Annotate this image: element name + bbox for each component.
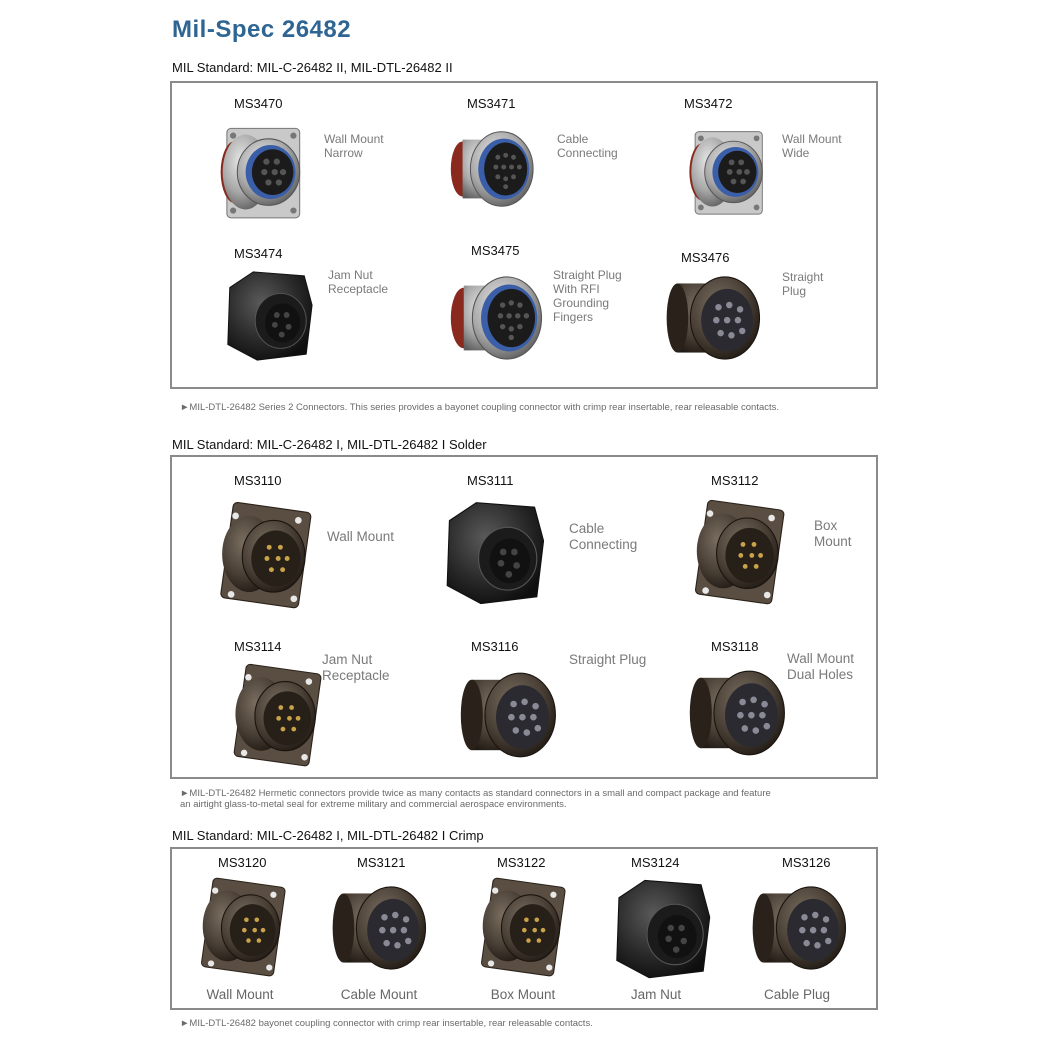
section-1-note: ►MIL-DTL-26482 Series 2 Connectors. This series provides a bayonet coupling connector with crimp rear insertable, rear releasable contacts. [180,402,780,413]
desc-line: Connecting [557,146,618,160]
connector-dark-icon [676,658,796,768]
connector-dark-icon [604,874,716,982]
desc-ms3470 [324,132,384,160]
part-number-ms3120: MS3120 [218,855,267,870]
caption-ms3124: Jam Nut [630,987,682,1002]
desc-line: Wall Mount [787,651,855,666]
connector-silver-icon [432,120,548,218]
connector-dark-icon [656,264,768,372]
desc-line: Mount [814,534,852,549]
note-line: ►MIL-DTL-26482 Hermetic connectors provide twice as many contacts as standard connectors in a small and compact package and feature [180,788,771,799]
part-number-ms3472: MS3472 [684,96,733,111]
page-title: Mil-Spec 26482 [172,16,352,43]
section-2-heading: MIL Standard: MIL-C-26482 I, MIL-DTL-26482 I Solder [172,437,487,452]
part-number-ms3471: MS3471 [467,96,516,111]
desc-line: Fingers [553,310,594,324]
desc-line: Receptacle [322,668,390,683]
desc-ms3475 [553,268,622,324]
desc-line: Straight Plug [553,268,622,282]
part-number-ms3475: MS3475 [471,243,520,258]
desc-line: Box [814,518,838,533]
desc-line: Narrow [324,146,363,160]
desc-ms3114 [322,652,390,684]
caption-ms3120: Wall Mount [206,987,274,1002]
desc-line: With RFI [553,282,600,296]
connector-dark-icon [460,874,572,978]
part-number-ms3124: MS3124 [631,855,680,870]
connector-dark-icon [446,660,568,770]
desc-ms3471 [557,132,618,160]
desc-line: Wall Mount [327,529,395,544]
part-number-ms3118: MS3118 [711,639,759,654]
connector-dark-icon [436,496,548,608]
desc-line: Cable [557,132,589,146]
desc-line: Straight [782,270,824,284]
section-3-heading: MIL Standard: MIL-C-26482 I, MIL-DTL-26482 I Crimp [172,828,484,843]
desc-line: Connecting [569,537,638,552]
connector-dark-icon [210,660,330,768]
desc-ms3111 [569,521,637,553]
note-line: an airtight glass-to-metal seal for extreme military and commercial aerospace environments. [180,799,567,810]
part-number-ms3112: MS3112 [711,473,759,488]
part-number-ms3111: MS3111 [467,473,514,488]
caption-ms3126: Cable Plug [763,987,831,1002]
desc-ms3476 [782,270,823,298]
part-number-ms3122: MS3122 [497,855,546,870]
desc-line: Jam Nut [328,268,373,282]
desc-line: Grounding [553,296,610,310]
connector-dark-icon [212,266,322,364]
part-number-ms3121: MS3121 [357,855,406,870]
caption-ms3122: Box Mount [490,987,556,1002]
caption-ms3121: Cable Mount [340,987,418,1002]
part-number-ms3126: MS3126 [782,855,831,870]
desc-ms3472 [782,132,842,160]
connector-silver-icon [664,122,780,218]
part-number-ms3114: MS3114 [234,639,282,654]
desc-line: Receptacle [328,282,389,296]
desc-line: Dual Holes [787,667,854,682]
connector-dark-icon [180,874,292,978]
desc-ms3116 [569,652,646,668]
part-number-ms3110: MS3110 [234,473,282,488]
desc-line: Wall Mount [782,132,842,146]
connector-silver-icon [438,264,550,372]
connector-dark-icon [742,874,854,982]
section-3-note: ►MIL-DTL-26482 bayonet coupling connector with crimp rear insertable, rear releasable contacts. [180,1018,593,1029]
part-number-ms3470: MS3470 [234,96,283,111]
section-1-heading: MIL Standard: MIL-C-26482 II, MIL-DTL-26482 II [172,60,453,75]
part-number-ms3474: MS3474 [234,246,283,261]
desc-line: Cable [569,521,605,536]
desc-ms3110 [327,529,394,545]
connector-dark-icon [676,496,788,606]
section-2-note [180,788,771,810]
desc-ms3118 [787,651,854,683]
desc-ms3474 [328,268,388,296]
connector-dark-icon [322,874,434,982]
connector-silver-icon [196,118,316,222]
desc-line: Wall Mount [324,132,384,146]
desc-line: Plug [782,284,807,298]
desc-line: Straight Plug [569,652,647,667]
desc-line: Jam Nut [322,652,373,667]
desc-line: Wide [782,146,810,160]
part-number-ms3476: MS3476 [681,250,730,265]
connector-dark-icon [198,498,318,610]
part-number-ms3116: MS3116 [471,639,519,654]
desc-ms3112 [814,518,852,550]
